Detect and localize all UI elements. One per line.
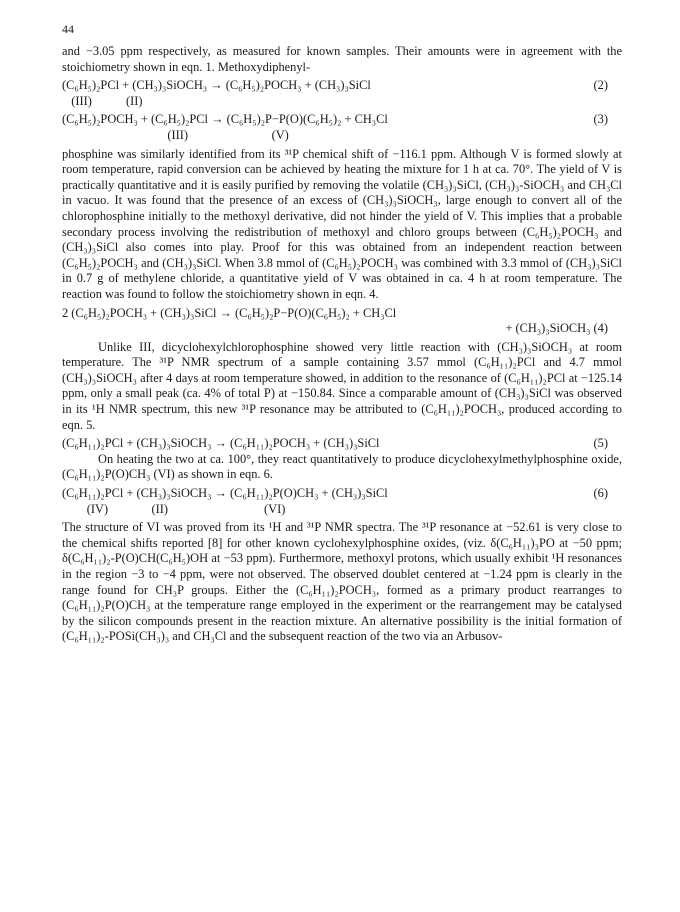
equation — [62, 306, 622, 322]
compound-labels: (IV) (II) (VI) — [62, 501, 286, 516]
paragraph: and −3.05 ppm respectively, as measured for known samples. Their amounts were in agreement with the stoichiometry shown in eqn. 1. Methoxydiphenyl- — [62, 44, 622, 74]
equation — [62, 78, 622, 94]
page-number: 44 — [62, 22, 74, 36]
equation-formula: (C₆H₁₁)₂PCl + (CH₃)₃SiOCH₃ → (C₆H₁₁)₂POCH₃ + (CH₃)₃SiCl — [62, 436, 380, 451]
compound-labels: (III) (II) — [62, 93, 143, 108]
page-body — [62, 44, 622, 645]
equation — [62, 436, 622, 452]
equation-formula: (C₆H₅)₂POCH₃ + (C₆H₅)₂PCl → (C₆H₅)₂P−P(O)(C₆H₅)₂ + CH₃Cl — [62, 112, 388, 127]
paragraph: phosphine was similarly identified from its ³¹P chemical shift of −116.1 ppm. Although V is formed slowly at room temperature, rapid conversion can be achieved by heating the mixture for 1 h at ca. 70°. The yield of V is practically quantitative and it is easily purified by removing the volatile (CH₃)₃SiCl, (CH₃)₃-SiOCH₃ and CH₃Cl in vacuo. It was found that the presence of an excess of (CH₃)₃SiOCH₃, large enough to convert all of the chlorophosphine initially to the methoxyl derivative, did not hinder the yield of V. This implies that a probable secondary process involving the redistribution of methoxyl and chloro groups between (C₆H₅)₂POCH₃ and (CH₃)₃SiCl also comes into play. Proof for this was obtained from an independent reaction between (C₆H₅)₂POCH₃ and (CH₃)₃SiCl. When 3.8 mmol of (C₆H₅)₂POCH₃ was combined with 3.3 mmol of (CH₃)₃SiCl in 0.7 g of methylene chloride, a quantitative yield of V was obtained in ca. 4 h at room temperature. The reaction was found to follow the stoichiometry shown in eqn. 4. — [62, 146, 622, 301]
equation-number: (3) — [593, 112, 608, 127]
equation — [62, 486, 622, 502]
equation-number — [608, 306, 622, 322]
compound-labels: (III) (V) — [62, 127, 289, 142]
equation-number: (5) — [593, 436, 608, 451]
paragraph: Unlike III, dicyclohexylchlorophosphine showed very little reaction with (CH₃)₃SiOCH₃ at room temperature. The ³¹P NMR spectrum of a sample containing 3.57 mmol (C₆H₁₁)₂PCl and 4.7 mmol (CH₃)₃SiOCH₃ after 4 days at room temperature showed, in addition to the resonance of (C₆H₁₁)₂PCl at −125.14 ppm, only a small peak (ca. 4% of total P) at −150.84. Since a comparable amount of (CH₃)₃SiCl was observed in its ¹H NMR spectrum, this new ³¹P resonance may be attributed to (C₆H₁₁)₂POCH₃, produced according to eqn. 5. — [62, 339, 622, 432]
equation-formula: (C₆H₅)₂PCl + (CH₃)₃SiOCH₃ → (C₆H₅)₂POCH₃ + (CH₃)₃SiCl — [62, 78, 371, 93]
equation-formula: 2 (C₆H₅)₂POCH₃ + (CH₃)₃SiCl → (C₆H₅)₂P−P(O)(C₆H₅)₂ + CH₃Cl — [62, 305, 397, 320]
equation-number: (2) — [593, 78, 608, 93]
paragraph: On heating the two at ca. 100°, they react quantitatively to produce dicyclohexylmethylphosphine oxide, (C₆H₁₁)₂P(O)CH₃ (VI) as shown in eqn. 6. — [62, 451, 622, 482]
equation — [62, 112, 622, 128]
paragraph: The structure of VI was proved from its ¹H and ³¹P NMR spectra. The ³¹P resonance at −52.61 is very close to the chemical shifts reported [8] for other known cyclohexylphosphine oxides, (viz. δ(C₆H₁₁)₃PO at −50 ppm; δ(C₆H₁₁)₂-P(O)CH(C₆H₅)OH at −53 ppm). Furthermore, methoxyl protons, which usually exhibit ¹H resonances in the region −3 to −4 ppm, were not observed. The observed doublet centered at −1.24 ppm is clearly in the range found for CH₃P groups. Either the (C₆H₁₁)₂POCH₃, formed as a primary product rearranges to (C₆H₁₁)₂P(O)CH₃ at the temperature range employed in the experiment or the rearrangement may be catalysed by the silicon compounds present in the reaction mixture. An alternative possibility is the initial formation of (C₆H₁₁)₂-POSi(CH₃)₃ and CH₃Cl and the subsequent reaction of the two via an Arbusov- — [62, 520, 622, 644]
equation-number: (6) — [593, 486, 608, 501]
equation-formula: (C₆H₁₁)₂PCl + (CH₃)₃SiOCH₃ → (C₆H₁₁)₂P(O)CH₃ + (CH₃)₃SiCl — [62, 486, 388, 501]
equation-continuation: + (CH₃)₃SiOCH₃ (4) — [505, 321, 608, 336]
